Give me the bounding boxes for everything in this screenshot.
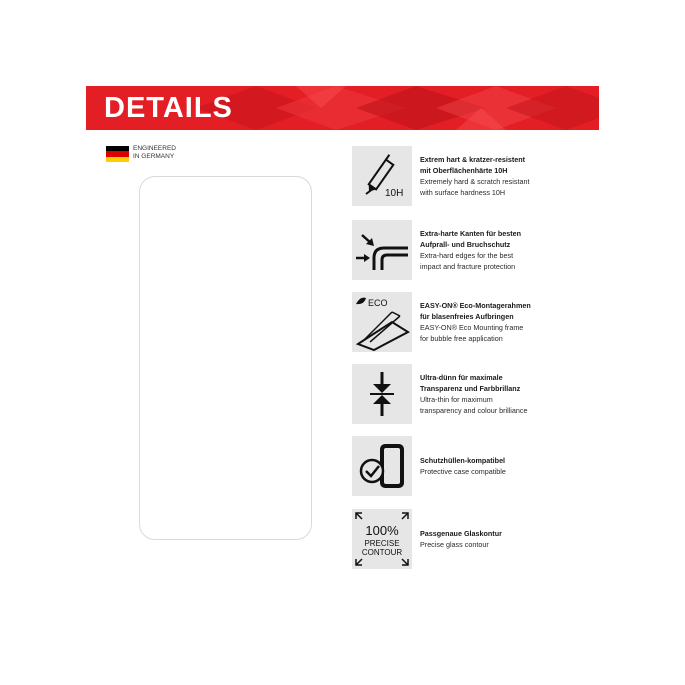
hard-edge-icon [352,220,412,280]
feature-case-compatible-text [420,455,570,477]
feature-de-line: Passgenaue Glaskontur [420,529,502,538]
feature-ultra-thin [352,364,570,424]
feature-precise-contour [352,509,570,569]
feature-de-line: Schutzhüllen-kompatibel [420,456,506,465]
feature-precise-contour-text [420,528,570,550]
precise-contour-icon [352,509,412,569]
contour-label: CONTOUR [361,548,403,557]
pen-hardness-icon [352,146,412,206]
feature-de-line: Aufprall- und Bruchschutz [420,240,511,249]
feature-ultra-thin-text [420,372,570,416]
feature-de-line: mit Oberflächenhärte 10H [420,166,508,175]
ultra-thin-icon [352,364,412,424]
feature-hardness [352,146,570,206]
hardness-label: 10H [385,188,404,199]
feature-eco-frame [352,292,570,352]
precise-label: PRECISE [364,539,400,548]
feature-de-line: Transparenz und Farbbrillanz [420,384,521,393]
details-banner [86,86,599,130]
feature-hard-edges-text [420,228,570,272]
feature-hard-edges [352,220,570,280]
feature-en-line: Ultra-thin for maximum [420,395,493,404]
feature-en-line: transparency and colour brilliance [420,406,528,415]
engineered-in-germany [106,145,176,162]
screen-protector-outline [139,176,312,540]
feature-en-line: for bubble free application [420,334,503,343]
origin-label [133,145,176,161]
feature-en-line: Extra-hard edges for the best [420,251,514,260]
feature-en-line: Precise glass contour [420,540,489,549]
origin-line-2: IN GERMANY [133,153,175,160]
germany-flag-icon [106,146,129,162]
feature-en-line: EASY-ON® Eco Mounting frame [420,323,524,332]
origin-line-1: ENGINEERED [133,145,176,152]
feature-en-line: impact and fracture protection [420,262,516,271]
feature-en-line: with surface hardness 10H [420,188,506,197]
case-compatible-icon [352,436,412,496]
feature-hardness-text [420,154,570,198]
eco-label: ECO [368,298,388,308]
feature-de-line: EASY-ON® Eco-Montagerahmen [420,301,531,310]
feature-de-line: Extrem hart & kratzer-resistent [420,155,526,164]
precise-percent-label: 100% [365,523,399,538]
feature-de-line: Extra-harte Kanten für besten [420,229,522,238]
eco-mounting-frame-icon [352,292,412,352]
page-title: DETAILS [104,92,233,124]
feature-en-line: Extremely hard & scratch resistant [420,177,530,186]
feature-case-compatible [352,436,570,496]
feature-en-line: Protective case compatible [420,467,506,476]
feature-eco-frame-text [420,300,570,344]
feature-de-line: Ultra-dünn für maximale [420,373,503,382]
feature-de-line: für blasenfreies Aufbringen [420,312,514,321]
